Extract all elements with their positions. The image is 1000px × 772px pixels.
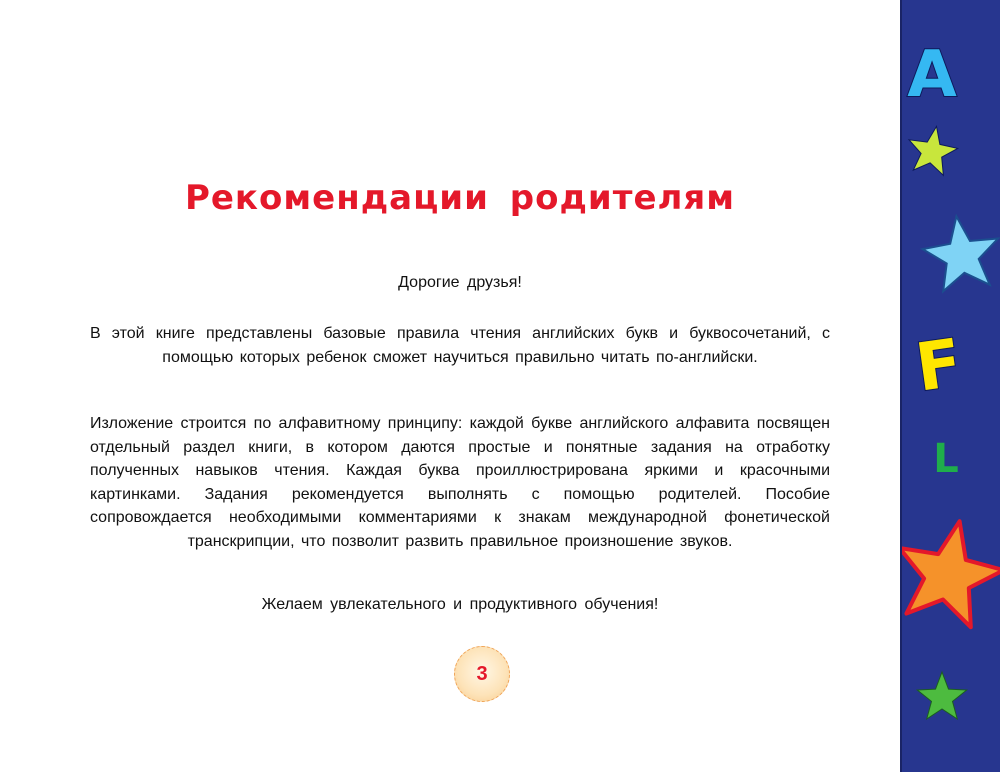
page-title: Рекомендации родителям xyxy=(184,178,736,218)
letter-l-icon: L xyxy=(933,436,959,482)
paragraph-method: Изложение строится по алфавитному принципу: каждой букве английского алфавита посвящен отдельный раздел книги, в котором даются простые и понятные задания на отработку полученных навыков чтения. Каждая буква проиллюстрирована яркими и красочными картинками. Задания рекомендуется выполнять с помощью родителей. Пособие сопровождается необходимыми комментариями к знакам международной фонетической транскрипции, что позволит развить правильное произношение звуков. xyxy=(90,415,830,550)
letter-f-icon: F xyxy=(911,324,967,407)
sidebar-art xyxy=(902,0,1000,772)
paragraph-intro: В этой книге представлены базовые правила чтения английских букв и буквосочетаний, с помощью которых ребенок сможет научиться правильно читать по-английски. xyxy=(90,325,830,366)
star-icon xyxy=(923,216,998,291)
star-icon xyxy=(917,672,966,719)
closing-text: Желаем увлекательного и продуктивного обучения! xyxy=(261,596,659,613)
decorative-sidebar xyxy=(900,0,1000,772)
letter-a-icon: A xyxy=(907,38,957,112)
star-icon xyxy=(902,521,1000,627)
star-icon xyxy=(909,126,958,175)
greeting-text: Дорогие друзья! xyxy=(398,274,522,291)
page-number-badge: 3 xyxy=(454,646,510,702)
